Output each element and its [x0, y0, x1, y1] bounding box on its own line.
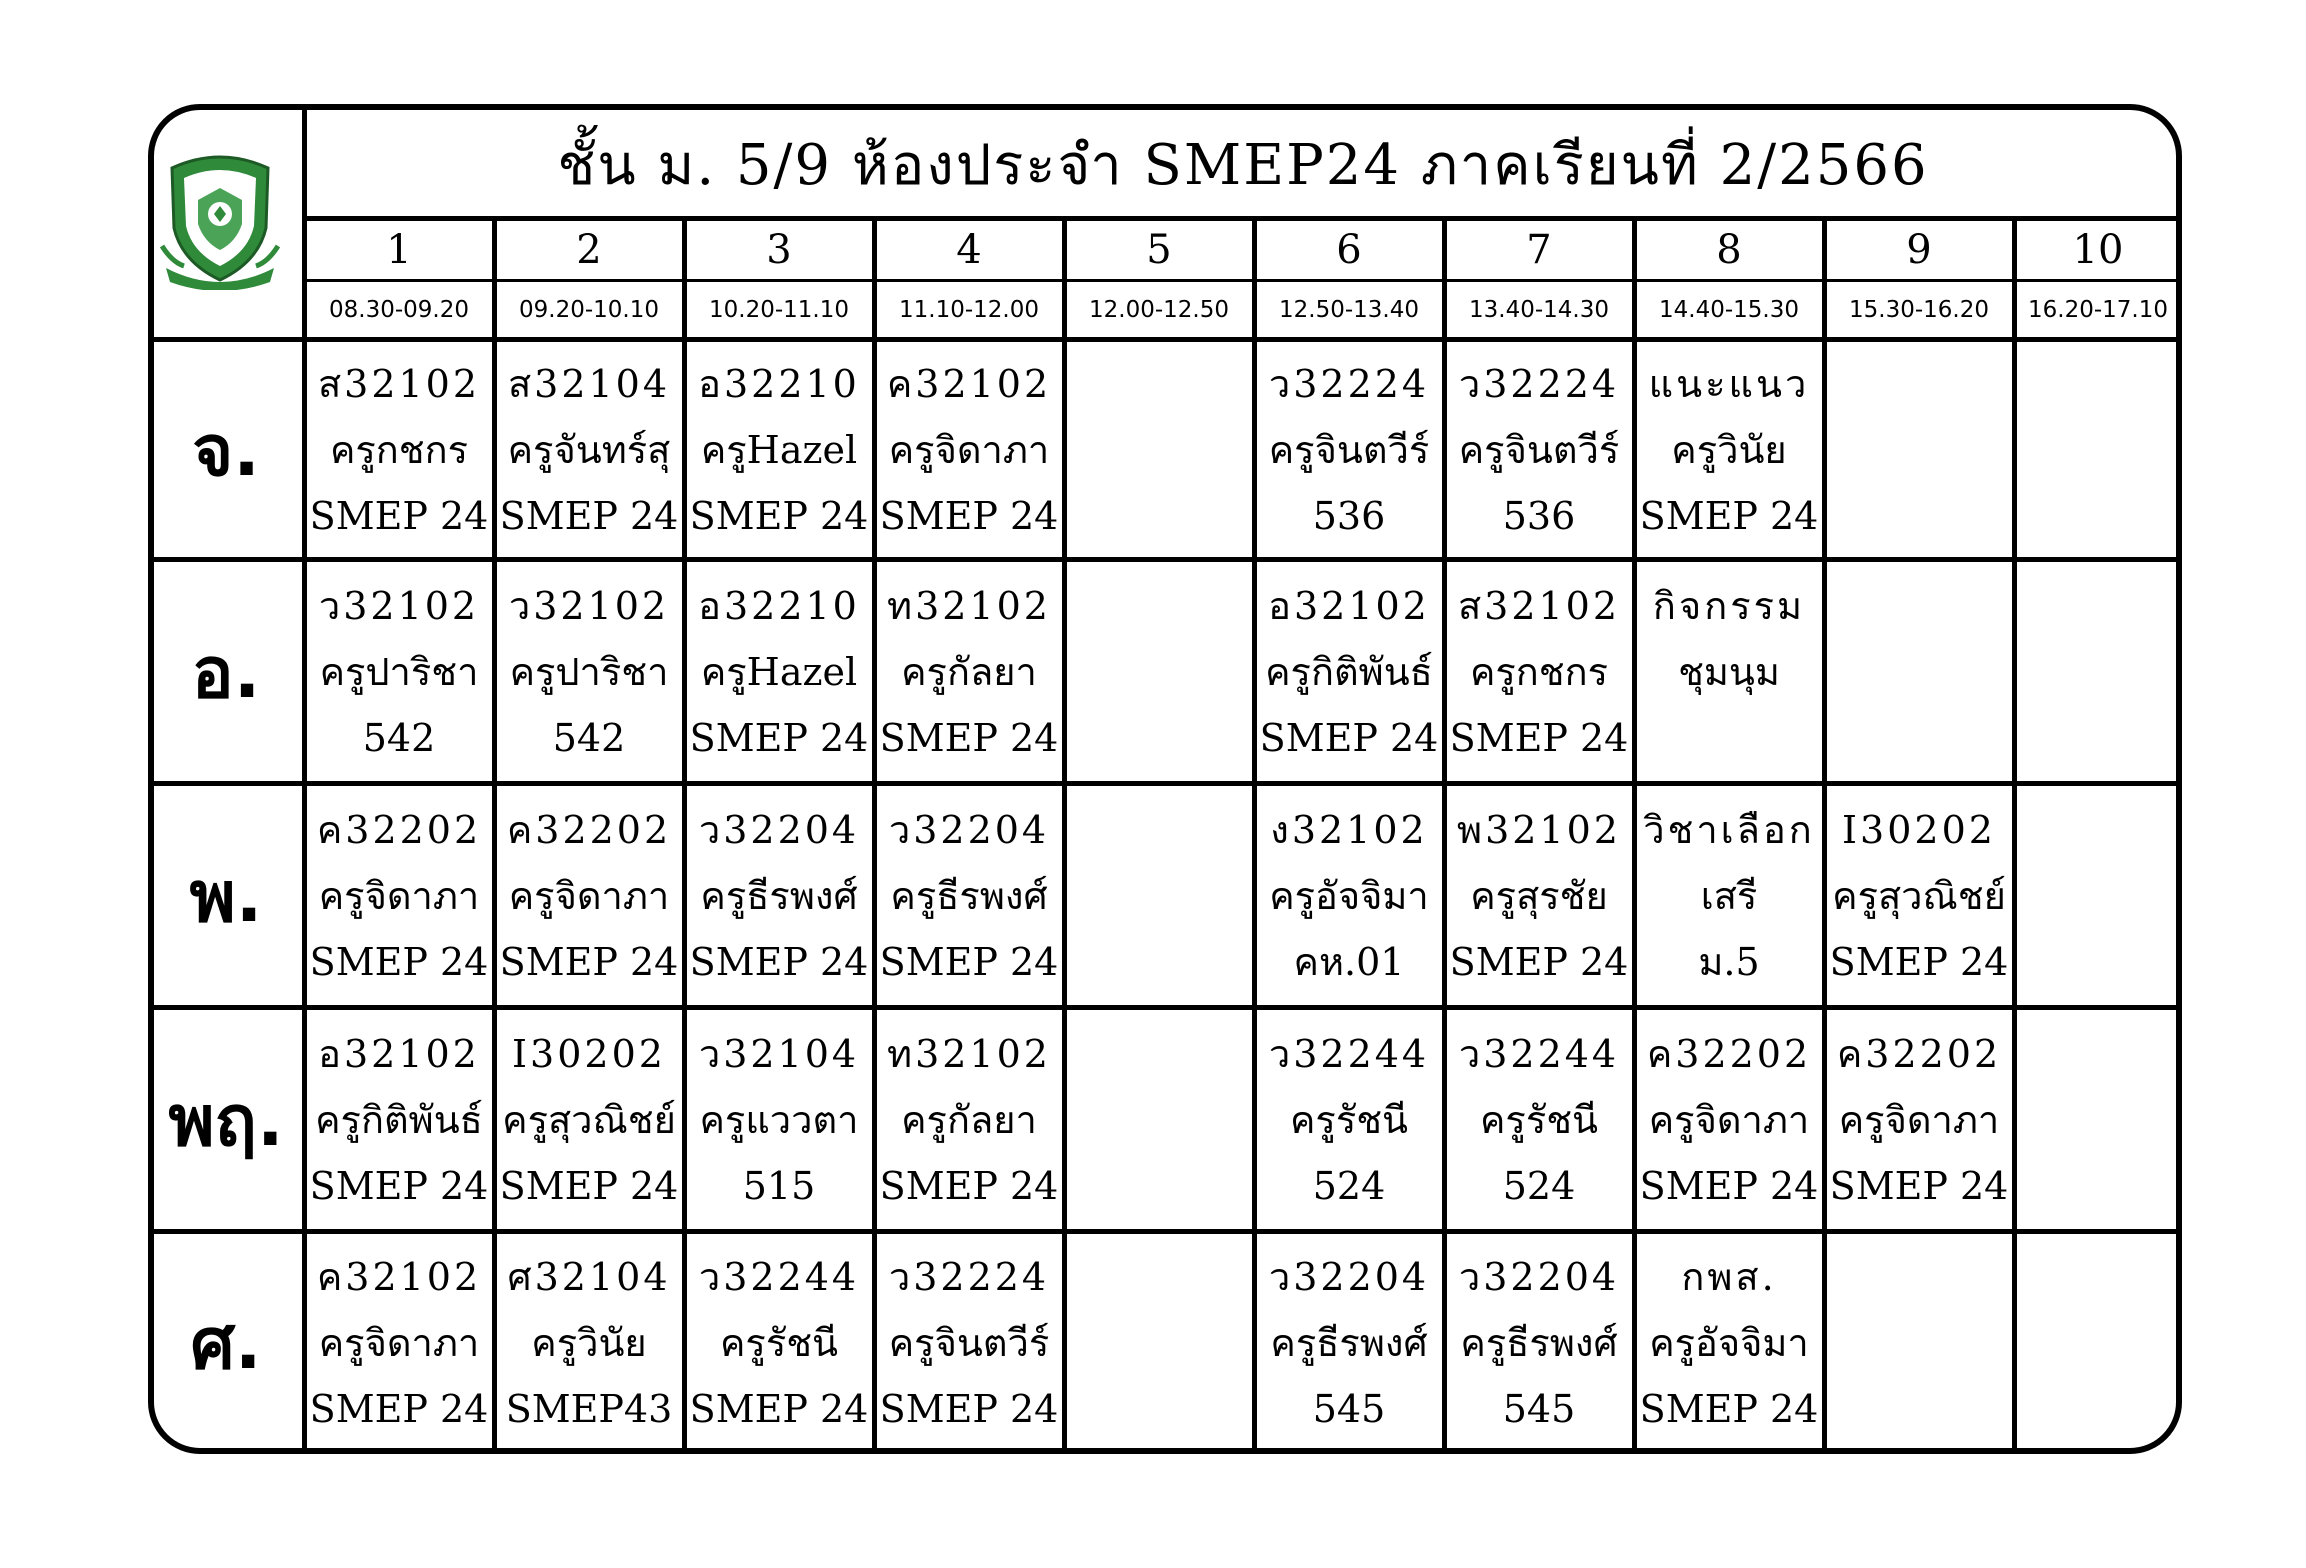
teacher-name: ครูสุวณิชย์ — [1832, 874, 2006, 918]
teacher-name: ครูกัลยา — [901, 650, 1037, 694]
timetable-cell — [687, 342, 871, 558]
period-time: 12.00-12.50 — [1089, 297, 1229, 323]
teacher-name: ครูธีรพงศ์ — [1460, 1321, 1618, 1365]
subject-code: ว32244 — [1458, 1032, 1620, 1076]
room-label: SMEP43 — [505, 1387, 673, 1431]
room-label: SMEP 24 — [1829, 940, 2009, 984]
timetable-cell — [1447, 1010, 1631, 1230]
timetable-cell — [1067, 1234, 1251, 1452]
timetable-cell — [307, 342, 491, 558]
teacher-name: ครูกิติพันธ์ — [315, 1098, 483, 1142]
room-label: 524 — [1502, 1164, 1576, 1208]
room-label: SMEP 24 — [499, 1164, 679, 1208]
teacher-name — [2092, 639, 2104, 705]
timetable-cell — [1827, 342, 2011, 558]
subject-code: ท32102 — [887, 1032, 1051, 1076]
period-time: 11.10-12.00 — [899, 297, 1039, 323]
subject-code — [1151, 573, 1166, 639]
subject-code — [1911, 351, 1926, 417]
teacher-name — [1153, 417, 1165, 483]
subject-code — [1151, 1244, 1166, 1310]
room-label: SMEP 24 — [689, 716, 869, 760]
timetable-cell — [2017, 562, 2179, 782]
subject-code — [2090, 1021, 2105, 1087]
teacher-name: ครูจิดาภา — [318, 1321, 480, 1365]
subject-code: ว32102 — [318, 584, 480, 628]
period-number: 4 — [956, 227, 982, 273]
timetable-cell — [1637, 786, 1821, 1006]
subject-code: ว32102 — [508, 584, 670, 628]
room-label: 542 — [362, 716, 436, 760]
period-time: 16.20-17.10 — [2028, 297, 2168, 323]
teacher-name — [1153, 1310, 1165, 1376]
subject-code: ส32104 — [507, 362, 671, 406]
period-time: 09.20-10.10 — [519, 297, 659, 323]
room-label: 542 — [552, 716, 626, 760]
period-time: 15.30-16.20 — [1849, 297, 1989, 323]
subject-code: ว32244 — [698, 1255, 860, 1299]
room-label: SMEP 24 — [309, 1164, 489, 1208]
subject-code: ว32104 — [698, 1032, 860, 1076]
subject-code — [1151, 351, 1166, 417]
period-number: 5 — [1146, 227, 1172, 273]
room-label: SMEP 24 — [1449, 716, 1629, 760]
timetable-cell — [877, 562, 1061, 782]
day-label: พ. — [189, 855, 263, 938]
room-label — [1913, 705, 1925, 771]
subject-code: อ32210 — [698, 362, 860, 406]
room-label: SMEP 24 — [1829, 1164, 2009, 1208]
subject-code: อ32102 — [318, 1032, 480, 1076]
teacher-name: ครูจิดาภา — [508, 874, 670, 918]
teacher-name: ครูรัชนี — [1479, 1098, 1598, 1142]
timetable-cell — [687, 1010, 871, 1230]
timetable-cell — [1067, 342, 1251, 558]
room-label: คห.01 — [1293, 940, 1405, 984]
subject-code — [2090, 797, 2105, 863]
timetable-cell — [1637, 342, 1821, 558]
room-label: SMEP 24 — [689, 940, 869, 984]
teacher-name: ครูธีรพงศ์ — [700, 874, 858, 918]
subject-code: ว32244 — [1268, 1032, 1430, 1076]
day-label: อ. — [191, 631, 261, 714]
timetable-cell — [1257, 342, 1441, 558]
timetable-cell — [307, 786, 491, 1006]
grid-line — [304, 216, 2182, 221]
teacher-name: ครูกชกร — [329, 428, 469, 472]
teacher-name: ครูกิติพันธ์ — [1265, 650, 1433, 694]
teacher-name: ครูHazel — [700, 650, 858, 694]
subject-code: วิชาเลือก — [1643, 808, 1815, 852]
teacher-name: ครูอัจจิมา — [1269, 874, 1429, 918]
room-label: SMEP 24 — [1639, 494, 1819, 538]
teacher-name: ครูกชกร — [1469, 650, 1609, 694]
teacher-name: ครูจินตวีร์ — [888, 1321, 1050, 1365]
teacher-name: ครูวินัย — [1671, 428, 1787, 472]
subject-code: ค32202 — [1836, 1032, 2002, 1076]
timetable-cell — [307, 1234, 491, 1452]
room-label: SMEP 24 — [499, 940, 679, 984]
room-label: 536 — [1312, 494, 1386, 538]
timetable-cell — [497, 1010, 681, 1230]
subject-code: ว32224 — [1268, 362, 1430, 406]
subject-code: อ32102 — [1268, 584, 1430, 628]
room-label: 545 — [1312, 1387, 1386, 1431]
timetable-cell — [1447, 562, 1631, 782]
timetable-cell — [1447, 342, 1631, 558]
subject-code — [1151, 797, 1166, 863]
room-label: SMEP 24 — [309, 940, 489, 984]
timetable-cell — [877, 342, 1061, 558]
teacher-name: ครูสุวณิชย์ — [502, 1098, 676, 1142]
teacher-name: ครูสุรชัย — [1470, 874, 1608, 918]
subject-code — [2090, 1244, 2105, 1310]
subject-code: ว32224 — [888, 1255, 1050, 1299]
period-number: 8 — [1716, 227, 1742, 273]
page-title: ชั้น ม. 5/9 ห้องประจำ SMEP24 ภาคเรียนที่ 2/2566 — [557, 132, 1929, 198]
day-label: พฤ. — [168, 1079, 284, 1162]
period-number: 1 — [386, 227, 412, 273]
subject-code: ท32102 — [887, 584, 1051, 628]
teacher-name: ครูกัลยา — [901, 1098, 1037, 1142]
teacher-name: ครูจิดาภา — [1838, 1098, 2000, 1142]
teacher-name — [2092, 417, 2104, 483]
subject-code — [2090, 573, 2105, 639]
subject-code: ศ32104 — [507, 1255, 671, 1299]
period-time: 12.50-13.40 — [1279, 297, 1419, 323]
timetable-cell — [1257, 1234, 1441, 1452]
timetable-cell — [1447, 786, 1631, 1006]
room-label — [1153, 1376, 1165, 1442]
timetable-cell — [1257, 562, 1441, 782]
subject-code — [2090, 351, 2105, 417]
teacher-name — [1913, 1310, 1925, 1376]
room-label — [2092, 1376, 2104, 1442]
room-label: 515 — [742, 1164, 816, 1208]
teacher-name: ครูปาริชา — [319, 650, 479, 694]
timetable-cell — [497, 342, 681, 558]
subject-code: I30202 — [512, 1032, 666, 1076]
subject-code: พ32102 — [1457, 808, 1621, 852]
timetable-cell — [1637, 1234, 1821, 1452]
period-number: 10 — [2072, 227, 2124, 273]
room-label — [1723, 705, 1735, 771]
teacher-name: ครูวินัย — [531, 1321, 647, 1365]
timetable-cell — [2017, 342, 2179, 558]
teacher-name — [2092, 1087, 2104, 1153]
room-label — [1913, 483, 1925, 549]
timetable-cell — [687, 1234, 871, 1452]
timetable-cell — [1447, 1234, 1631, 1452]
period-number: 7 — [1526, 227, 1552, 273]
teacher-name: ครูแววตา — [699, 1098, 859, 1142]
subject-code: ส32102 — [1457, 584, 1621, 628]
room-label — [2092, 929, 2104, 995]
teacher-name — [1913, 417, 1925, 483]
teacher-name: ครูอัจจิมา — [1649, 1321, 1809, 1365]
room-label — [2092, 483, 2104, 549]
subject-code: ว32204 — [1458, 1255, 1620, 1299]
subject-code — [1911, 1244, 1926, 1310]
subject-code: ว32224 — [1458, 362, 1620, 406]
timetable-cell — [877, 786, 1061, 1006]
timetable-cell — [1827, 562, 2011, 782]
period-number: 9 — [1906, 227, 1932, 273]
room-label: 536 — [1502, 494, 1576, 538]
timetable-cell — [1827, 1010, 2011, 1230]
teacher-name: ครูจันทร์สุ — [507, 428, 671, 472]
teacher-name — [1913, 639, 1925, 705]
teacher-name: ครูจินตวีร์ — [1268, 428, 1430, 472]
room-label — [2092, 705, 2104, 771]
subject-code: ค32102 — [316, 1255, 482, 1299]
room-label: SMEP 24 — [1639, 1164, 1819, 1208]
room-label: SMEP 24 — [1449, 940, 1629, 984]
subject-code — [1911, 573, 1926, 639]
timetable-cell — [1257, 1010, 1441, 1230]
teacher-name: ครูรัชนี — [719, 1321, 838, 1365]
teacher-name: ครูจิดาภา — [318, 874, 480, 918]
timetable-cell — [1257, 786, 1441, 1006]
teacher-name: เสรี — [1700, 874, 1758, 918]
subject-code: ว32204 — [698, 808, 860, 852]
room-label: SMEP 24 — [879, 1164, 1059, 1208]
timetable-cell — [1827, 1234, 2011, 1452]
room-label — [1153, 929, 1165, 995]
room-label: 545 — [1502, 1387, 1576, 1431]
subject-code: อ32210 — [698, 584, 860, 628]
room-label: SMEP 24 — [1639, 1387, 1819, 1431]
teacher-name — [1153, 639, 1165, 705]
room-label: SMEP 24 — [309, 494, 489, 538]
subject-code: ง32102 — [1270, 808, 1428, 852]
period-time: 10.20-11.10 — [709, 297, 849, 323]
subject-code: กพส. — [1681, 1255, 1777, 1299]
timetable-cell — [1067, 786, 1251, 1006]
timetable-cell — [1827, 786, 2011, 1006]
teacher-name: ครูจินตวีร์ — [1458, 428, 1620, 472]
period-number: 3 — [766, 227, 792, 273]
room-label — [2092, 1153, 2104, 1219]
timetable-cell — [877, 1234, 1061, 1452]
subject-code — [1151, 1021, 1166, 1087]
subject-code: ว32204 — [888, 808, 1050, 852]
grid-line — [304, 279, 2182, 282]
timetable-cell — [1637, 562, 1821, 782]
room-label: SMEP 24 — [689, 1387, 869, 1431]
room-label: SMEP 24 — [879, 494, 1059, 538]
period-time: 08.30-09.20 — [329, 297, 469, 323]
room-label: 524 — [1312, 1164, 1386, 1208]
room-label: SMEP 24 — [879, 1387, 1059, 1431]
room-label: SMEP 24 — [879, 716, 1059, 760]
room-label: ม.5 — [1698, 940, 1760, 984]
timetable-cell — [2017, 1234, 2179, 1452]
teacher-name: ครูจิดาภา — [888, 428, 1050, 472]
school-emblem-icon — [158, 150, 282, 290]
room-label — [1913, 1376, 1925, 1442]
subject-code: ว32204 — [1268, 1255, 1430, 1299]
period-time: 14.40-15.30 — [1659, 297, 1799, 323]
subject-code: กิจกรรม — [1652, 584, 1806, 628]
subject-code: ค32202 — [316, 808, 482, 852]
timetable-cell — [307, 562, 491, 782]
teacher-name — [1153, 863, 1165, 929]
timetable-cell — [877, 1010, 1061, 1230]
subject-code: I30202 — [1842, 808, 1996, 852]
timetable-cell — [687, 562, 871, 782]
day-label: ศ. — [190, 1302, 262, 1385]
timetable-cell — [497, 786, 681, 1006]
room-label — [1153, 483, 1165, 549]
period-time: 13.40-14.30 — [1469, 297, 1609, 323]
subject-code: ค32102 — [886, 362, 1052, 406]
teacher-name: ครูรัชนี — [1289, 1098, 1408, 1142]
room-label: SMEP 24 — [879, 940, 1059, 984]
teacher-name — [2092, 863, 2104, 929]
room-label: SMEP 24 — [499, 494, 679, 538]
room-label: SMEP 24 — [689, 494, 869, 538]
period-number: 6 — [1336, 227, 1362, 273]
subject-code: แนะแนว — [1648, 362, 1810, 406]
day-label: จ. — [192, 409, 260, 492]
timetable-cell — [1067, 562, 1251, 782]
period-number: 2 — [576, 227, 602, 273]
subject-code: ค32202 — [1646, 1032, 1812, 1076]
timetable-cell — [307, 1010, 491, 1230]
room-label: SMEP 24 — [1259, 716, 1439, 760]
teacher-name: ครูจิดาภา — [1648, 1098, 1810, 1142]
timetable-cell — [687, 786, 871, 1006]
teacher-name: ครูธีรพงศ์ — [1270, 1321, 1428, 1365]
room-label: SMEP 24 — [309, 1387, 489, 1431]
subject-code: ส32102 — [317, 362, 481, 406]
teacher-name: ครูธีรพงศ์ — [890, 874, 1048, 918]
teacher-name: ครูHazel — [700, 428, 858, 472]
timetable-cell — [2017, 1010, 2179, 1230]
teacher-name: ชุมนุม — [1678, 650, 1780, 694]
teacher-name — [2092, 1310, 2104, 1376]
room-label — [1153, 705, 1165, 771]
timetable-cell — [497, 1234, 681, 1452]
timetable-cell — [1637, 1010, 1821, 1230]
teacher-name: ครูปาริชา — [509, 650, 669, 694]
timetable-cell — [2017, 786, 2179, 1006]
subject-code: ค32202 — [506, 808, 672, 852]
room-label — [1153, 1153, 1165, 1219]
timetable-cell — [497, 562, 681, 782]
teacher-name — [1153, 1087, 1165, 1153]
timetable-cell — [1067, 1010, 1251, 1230]
